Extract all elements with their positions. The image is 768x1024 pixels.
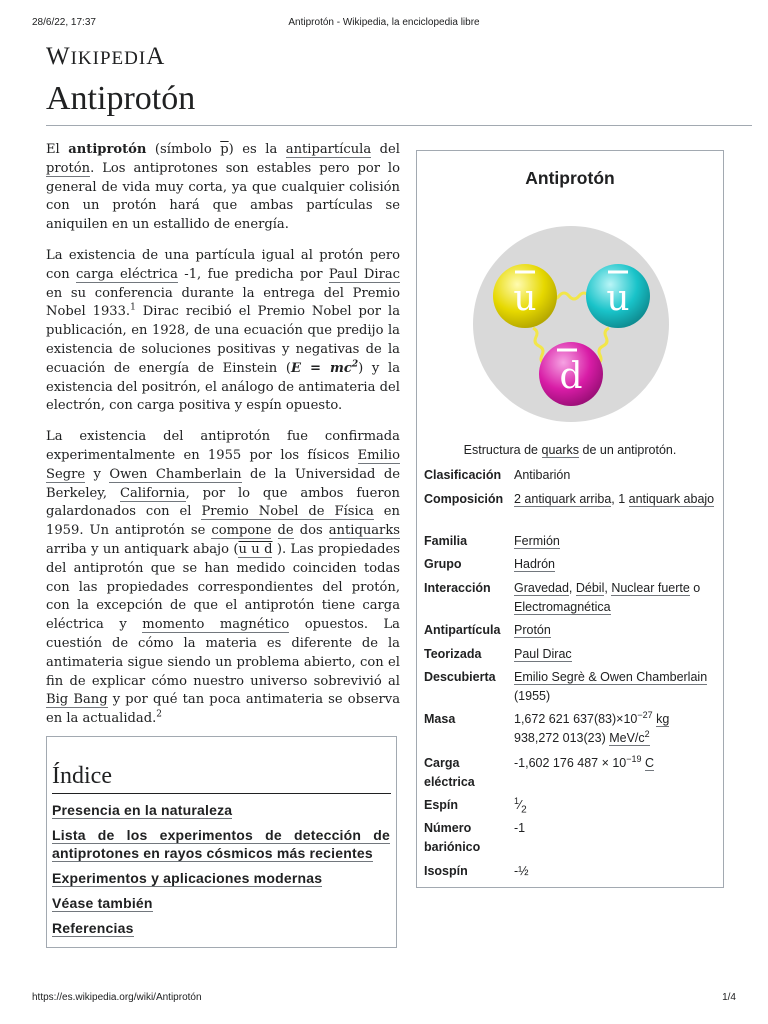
print-page-number: 1/4 [722, 992, 736, 1003]
link-carga-electrica[interactable]: carga eléctrica [76, 266, 178, 282]
link-de[interactable]: de [277, 523, 294, 539]
link-segre-chamberlain[interactable]: Emilio Segrè & Owen Chamberlain [514, 670, 708, 684]
paragraph-2: La existencia de una partícula igual al protón pero con carga eléctrica -1, fue predicha por Paul Dirac en su conferencia durante la entrega del Premio Nobel 1933.$^1$ Dirac recibió el Premio Nobel por la publicación, en 1928, de una ecuación que predijo la existencia de soluciones positivas y negativas de la ecuación de energía de Einstein $(E = mc^2)$ y la existencia del positrón, el análogo de antimateria del electrón, con carga positiva y espín opuesto. [46, 247, 401, 414]
link-compone[interactable]: compone [211, 523, 272, 539]
toc-divider [52, 793, 391, 794]
link-fermion[interactable]: Fermión [514, 534, 560, 548]
link-hadron[interactable]: Hadrón [514, 557, 555, 571]
title-divider [46, 125, 752, 126]
link-nuclear-fuerte[interactable]: Nuclear fuerte [611, 581, 690, 595]
article-body [46, 141, 400, 741]
link-kg[interactable]: kg [656, 712, 670, 726]
link-ib-proton[interactable]: Protón [514, 623, 551, 637]
print-doc-title: Antiprotón - Wikipedia, la enciclopedia libre [288, 17, 480, 28]
link-owen-chamberlain[interactable]: Owen Chamberlain [109, 466, 242, 482]
term-antiproton: antiprotón [68, 142, 147, 157]
infobox-title: Antiprotón [525, 168, 615, 188]
link-california[interactable]: California [119, 485, 186, 501]
link-mev-c2[interactable]: MeV/$c^2$ [609, 728, 650, 745]
paragraph-3: La existencia del antiprotón fue confirmada experimentalmente en 1955 por los físicos Emilio Segre y Owen Chamberlain de la Universidad de Berkeley, California, por lo que ambos fueron galardonados con el Premio Nobel de Física en 1959. Un antiprotón se compone de dos antiquarks arriba y un antiquark abajo (u u d ). Las propiedades del antiprotón que se han medido coinciden todas con las propiedades correspondientes del protón, con la excepción de que el antiprotón tiene carga eléctrica y momento magnético opuestos. La cuestión de cómo la materia es diferente de la antimateria sigue siendo un problema abierto, con el fin de explicar cómo nuestro universo sobrevivió al Big Bang y por qué tan poca antimateria se observa en la actualidad.$^2$ [46, 429, 401, 727]
toc-list [52, 801, 390, 944]
link-emilio-segre[interactable]: Emilio Segre [46, 447, 400, 482]
toc-item[interactable]: Referencias [52, 920, 134, 936]
link-big-bang[interactable]: Big Bang [46, 692, 108, 708]
link-proton[interactable]: protón [46, 160, 91, 176]
link-quarks[interactable]: quarks [541, 443, 580, 457]
print-header [32, 17, 736, 31]
link-electromagnetica[interactable]: Electromagnética [514, 599, 611, 614]
antiproton-symbol: $\overline{p}$ [220, 142, 229, 157]
link-momento-magnetico[interactable]: momento magnético [142, 617, 290, 633]
link-coulomb[interactable]: C [645, 756, 655, 770]
link-gravedad[interactable]: Gravedad [514, 581, 569, 595]
link-antiquarks[interactable]: antiquarks [328, 523, 400, 539]
print-datetime: 28/6/22, 17:37 [32, 17, 96, 28]
reference-2[interactable]: 2 [156, 709, 162, 720]
toc-item[interactable]: Véase también [52, 895, 153, 911]
table-of-contents [46, 736, 397, 948]
link-quark-composition[interactable]: u u d [238, 541, 273, 557]
toc-item[interactable]: Experimentos y aplicaciones modernas [52, 870, 323, 886]
print-url: https://es.wikipedia.org/wiki/Antiprotón [32, 992, 202, 1003]
infobox-caption: Estructura de quarks de un antiprotón. [463, 443, 677, 457]
toc-title: Índice [52, 763, 112, 789]
link-premio-nobel-fisica[interactable]: Premio Nobel de Física [201, 504, 374, 520]
page-title: Antiprotón [46, 80, 196, 117]
link-antiquark-abajo[interactable]: antiquark abajo [628, 492, 715, 506]
reference-1[interactable]: 1 [130, 303, 136, 314]
paragraph-1: El antiprotón (símbolo $\overline{p}$) es la antipartícula del protón. Los antiprotones son estables pero por lo general de vida muy corta, ya que cualquier colisión con un protón hará que ambas partículas se aniquilen en un estallido de energía. [46, 142, 400, 233]
toc-item[interactable]: Presencia en la naturaleza [52, 802, 233, 818]
link-antiparticula[interactable]: antipartícula [285, 142, 372, 157]
wikipedia-wordmark[interactable]: WIKIPEDIA [46, 43, 166, 70]
toc-item[interactable]: Lista de los experimentos de detección de antiprotones en rayos cósmicos más recientes [52, 827, 390, 861]
link-antiquark-arriba[interactable]: 2 antiquark arriba [514, 492, 612, 506]
quark-label: d [559, 356, 583, 397]
quark-label: u [606, 278, 630, 319]
antiproton-quark-diagram[interactable] [473, 224, 669, 456]
spin-fraction: $^1⁄_2$ [514, 795, 527, 816]
link-paul-dirac[interactable]: Paul Dirac [328, 266, 401, 282]
link-debil[interactable]: Débil [575, 581, 605, 595]
einstein-equation: $E = mc^2$ [290, 359, 359, 376]
quark-label: u [513, 278, 537, 319]
print-footer [32, 992, 736, 1006]
infobox: Antiprotón u u d Estructura de quarks de un antiprotón. Clasificación Antibarión Composición 2 antiquark arriba, 1 antiquark abajo Familia Fermión Grupo Hadrón Interacción Gravedad, Débil, Nuclear fuerte o Electromagnética Antipartícula Protón Teorizada Paul Dirac Descubierta Emilio Segrè & Owen Chamberlain (1955) Masa 1,672 621 $637(83)\times 10^{-27}$ kg 938,272 013(23) MeV/$c^2$ Carga eléctrica -1,602 176 $487 \times 10^{-19}$ C Espín $^1⁄_2$ Número bariónico -1 Isospín -½ [416, 150, 724, 888]
link-ib-paul-dirac[interactable]: Paul Dirac [514, 647, 572, 661]
